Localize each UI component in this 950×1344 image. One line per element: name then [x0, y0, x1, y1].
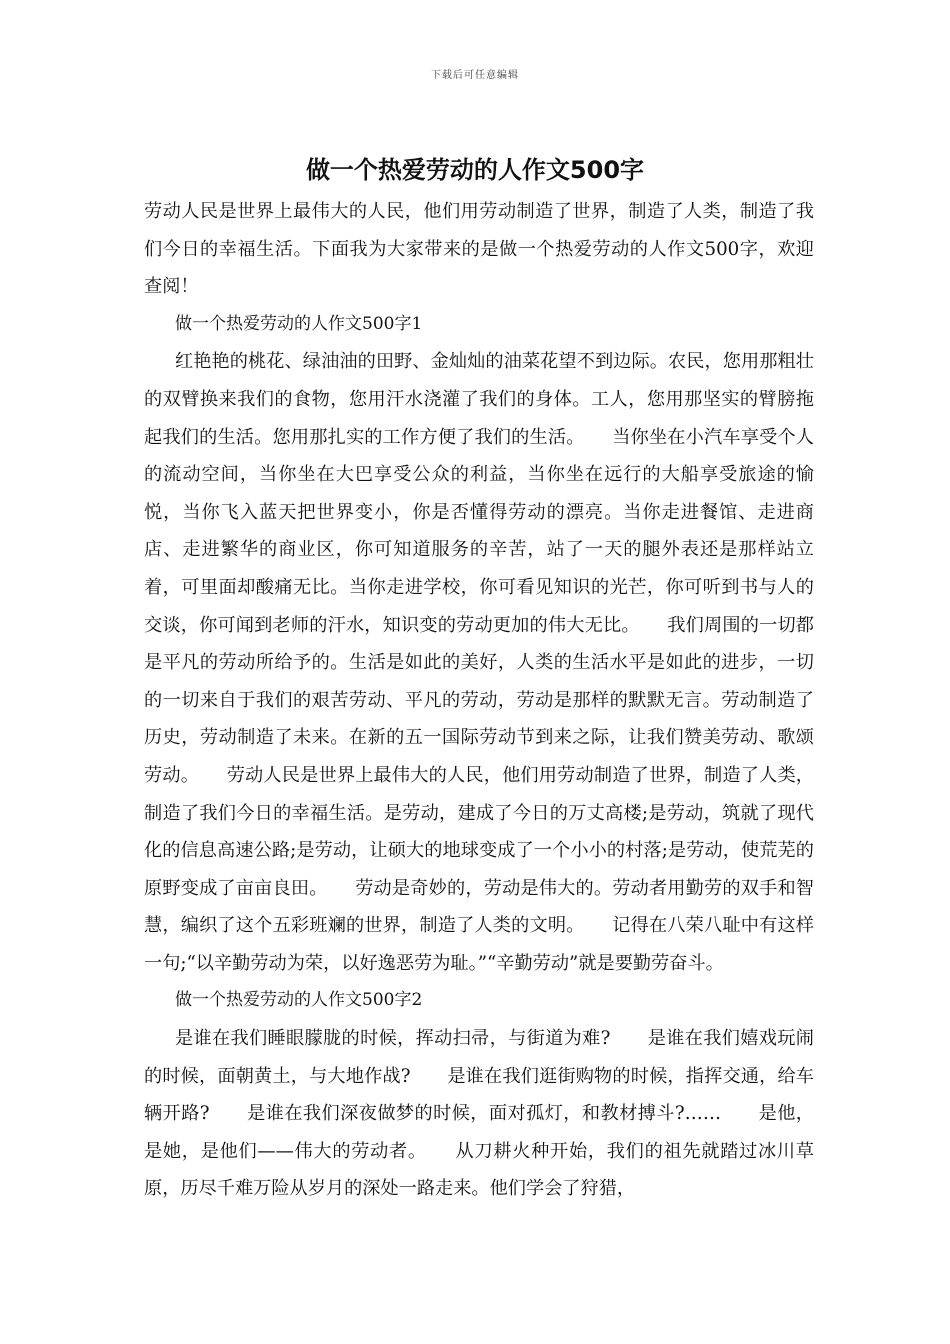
essay-1-heading: 做一个热爱劳动的人作文500字1 [175, 313, 423, 334]
intro-paragraph: 劳动人民是世界上最伟大的人民，他们用劳动制造了世界，制造了人类，制造了我们今日的幸福生活。下面我为大家带来的是做一个热爱劳动的人作文500字，欢迎查阅！ [144, 201, 814, 298]
essay-1-body: 红艳艳的桃花、绿油油的田野、金灿灿的油菜花望不到边际。农民，您用那粗壮的双臂换来我们的食物，您用汗水浇灌了我们的身体。工人，您用那坚实的臂膀拖起我们的生活。您用那扎实的工作方便了我们的生活。 当你坐在小汽车享受个人的流动空间，当你坐在大巴享受公众的利益，当你坐在远行的大船享受旅途的愉悦，当你飞入蓝天把世界变小，你是否懂得劳动的漂亮。当你走进餐馆、走进商店、走进繁华的商业区，你可知道服务的辛苦，站了一天的腿外表还是那样站立着，可里面却酸痛无比。当你走进学校，你可看见知识的光芒，你可听到书与人的交谈，你可闻到老师的汗水，知识变的劳动更加的伟大无比。 我们周围的一切都是平凡的劳动所给予的。生活是如此的美好，人类的生活水平是如此的进步，一切的一切来自于我们的艰苦劳动、平凡的劳动，劳动是那样的默默无言。劳动制造了历史，劳动制造了未来。在新的五一国际劳动节到来之际，让我们赞美劳动、歌颂劳动。 劳动人民是世界上最伟大的人民，他们用劳动制造了世界，制造了人类，制造了我们今日的幸福生活。是劳动，建成了今日的万丈高楼;是劳动，筑就了现代化的信息高速公路;是劳动，让硕大的地球变成了一个小小的村落;是劳动，使荒芜的原野变成了亩亩良田。 劳动是奇妙的，劳动是伟大的。劳动者用勤劳的双手和智慧，编织了这个五彩班斓的世界，制造了人类的文明。 记得在八荣八耻中有这样一句;“以辛勤劳动为荣，以好逸恶劳为耻。”“辛勤劳动”就是要勤劳奋斗。 [144, 351, 814, 974]
document-title: 做一个热爱劳动的人作文500字 [305, 156, 645, 184]
header-note: 下载后可任意编辑 [431, 70, 519, 81]
essay-2-heading: 做一个热爱劳动的人作文500字2 [175, 990, 423, 1011]
essay-2-body: 是谁在我们睡眼朦胧的时候，挥动扫帚，与街道为难? 是谁在我们嬉戏玩闹的时候，面朝黄土，与大地作战? 是谁在我们逛街购物的时候，指挥交通，给车辆开路? 是谁在我们深夜做梦的时候，面对孤灯，和教材搏斗?…… 是他，是她，是他们——伟大的劳动者。 从刀耕火种开始，我们的祖先就踏过冰川草原，历尽千难万险从岁月的深处一路走来。他们学会了狩猎， [144, 1028, 814, 1200]
document-body [144, 193, 814, 1208]
